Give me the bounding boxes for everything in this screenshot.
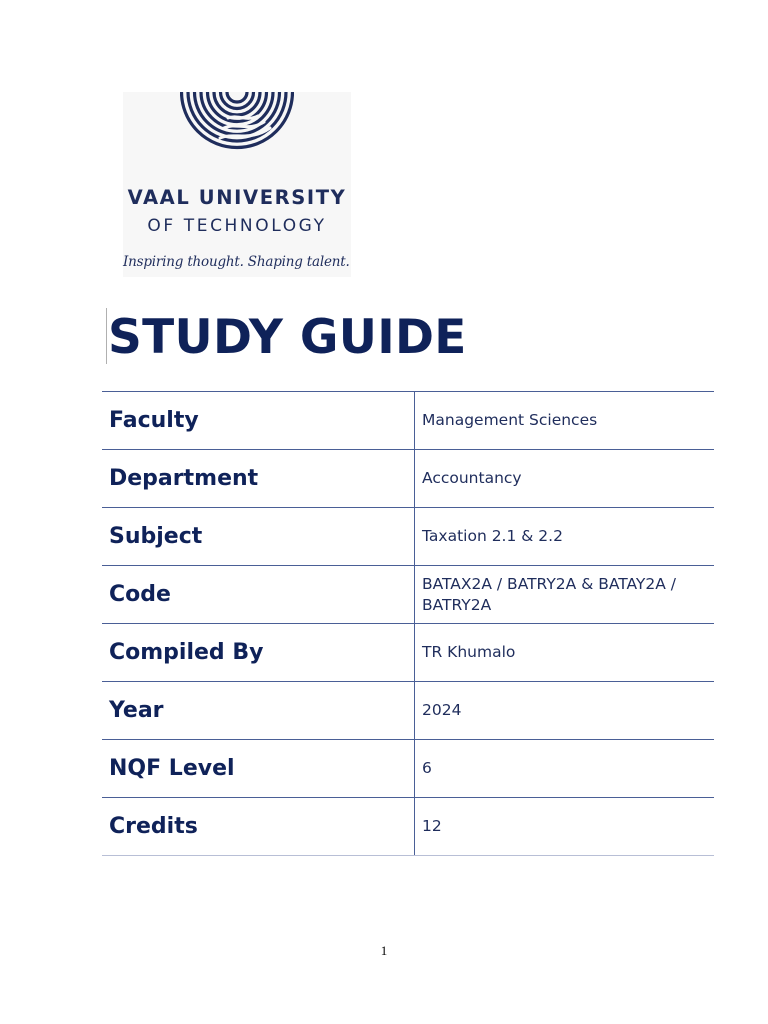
table-row-subject (102, 508, 714, 566)
row-label-department: Department (102, 450, 415, 508)
table-row-compiled-by (102, 624, 714, 682)
logo-tagline: Inspiring thought. Shaping talent. (123, 254, 350, 270)
page-number: 1 (380, 943, 388, 958)
logo-university-subname: OF TECHNOLOGY (147, 216, 327, 236)
row-label-code: Code (102, 566, 415, 624)
table-row-department (102, 450, 714, 508)
logo-university-name: VAAL UNIVERSITY (127, 186, 347, 209)
row-value-nqf-level: 6 (415, 740, 715, 798)
row-label-subject: Subject (102, 508, 415, 566)
table-row-faculty (102, 392, 714, 450)
row-value-faculty: Management Sciences (415, 392, 715, 450)
row-value-credits: 12 (415, 798, 715, 856)
table-row-nqf-level (102, 740, 714, 798)
table-row-credits (102, 798, 714, 856)
row-value-year: 2024 (415, 682, 715, 740)
row-label-nqf-level: NQF Level (102, 740, 415, 798)
page-title: STUDY GUIDE (108, 310, 467, 365)
row-label-credits: Credits (102, 798, 415, 856)
row-value-code: BATAX2A / BATRY2A & BATAY2A / BATRY2A (415, 566, 715, 624)
study-guide-info-table (102, 391, 714, 856)
row-value-department: Accountancy (415, 450, 715, 508)
table-row-year (102, 682, 714, 740)
table-row-code (102, 566, 714, 624)
row-value-compiled-by: TR Khumalo (415, 624, 715, 682)
row-label-year: Year (102, 682, 415, 740)
university-logo (123, 92, 351, 277)
row-value-subject: Taxation 2.1 & 2.2 (415, 508, 715, 566)
text-cursor (106, 308, 107, 364)
vut-fingerprint-arc-icon (180, 92, 294, 162)
row-label-compiled-by: Compiled By (102, 624, 415, 682)
row-label-faculty: Faculty (102, 392, 415, 450)
